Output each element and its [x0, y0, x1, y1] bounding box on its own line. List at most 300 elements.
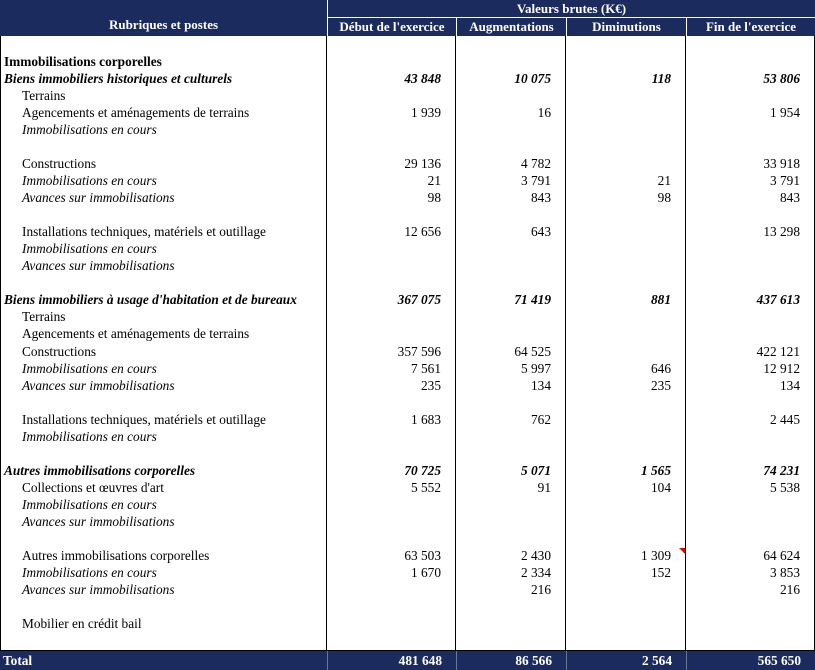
fin-exercice-cell: [686, 599, 814, 616]
diminutions-value: 118: [651, 70, 671, 86]
diminutions-cell: [566, 121, 686, 138]
blank-row: [1, 445, 814, 462]
augmentations-cell: [456, 53, 566, 70]
label-column-header-text: Rubriques et postes: [108, 17, 219, 32]
diminutions-cell: [566, 292, 686, 309]
diminutions-cell: [566, 496, 686, 513]
diminutions-value: 1 565: [641, 462, 671, 478]
diminutions-cell: [566, 616, 686, 633]
debut-exercice-cell: [327, 377, 456, 394]
augmentations-value: 2 430: [521, 548, 551, 564]
debut-exercice-cell: [327, 36, 456, 53]
table-row: [1, 155, 814, 172]
group-row: [1, 462, 814, 479]
row-label-text: Biens immobiliers historiques et culturels: [4, 70, 233, 86]
augmentations-cell: [456, 479, 566, 496]
debut-exercice-cell: [327, 207, 456, 224]
row-label: [1, 292, 327, 309]
fin-exercice-cell: [686, 360, 814, 377]
row-label: [1, 445, 327, 462]
augmentations-value: 2 334: [521, 565, 551, 581]
debut-exercice-value: 357 596: [397, 343, 441, 359]
diminutions-cell: [566, 633, 686, 650]
total-value: 86 566: [515, 652, 552, 668]
debut-exercice-cell: [327, 633, 456, 650]
row-label-text: Immobilisations en cours: [22, 172, 157, 188]
row-label: [1, 275, 327, 292]
diminutions-cell: [566, 514, 686, 531]
debut-exercice-cell: [327, 582, 456, 599]
augmentations-value: 762: [531, 411, 551, 427]
augmentations-cell: [456, 582, 566, 599]
fin-exercice-cell: [686, 565, 814, 582]
augmentations-cell: [456, 241, 566, 258]
total-fin-exercice-cell: [686, 651, 815, 670]
augmentations-cell: [456, 411, 566, 428]
debut-exercice-cell: [327, 70, 456, 87]
diminutions-cell: [566, 479, 686, 496]
row-label-text: Agencements et aménagements de terrains: [22, 326, 250, 342]
total-value: 481 648: [398, 652, 442, 668]
fin-exercice-cell: [686, 275, 814, 292]
debut-exercice-value: 12 656: [404, 224, 441, 240]
fin-exercice-cell: [686, 496, 814, 513]
debut-exercice-cell: [327, 155, 456, 172]
table-row: [1, 309, 814, 326]
debut-exercice-cell: [327, 138, 456, 155]
total-label: [0, 651, 327, 670]
blank-row: [1, 599, 814, 616]
debut-exercice-value: 43 848: [404, 70, 441, 86]
augmentations-cell: [456, 531, 566, 548]
group-row: [1, 292, 814, 309]
debut-exercice-cell: [327, 258, 456, 275]
augmentations-cell: [456, 138, 566, 155]
column-header-augmentations: [456, 18, 566, 36]
fin-exercice-cell: [686, 445, 814, 462]
row-label-text: Biens immobiliers à usage d'habitation et de bureaux: [4, 292, 297, 308]
table-row: [1, 565, 814, 582]
row-label: [1, 309, 327, 326]
debut-exercice-value: 63 503: [404, 548, 441, 564]
augmentations-value: 216: [531, 582, 551, 598]
debut-exercice-cell: [327, 292, 456, 309]
table-row: [1, 582, 814, 599]
debut-exercice-cell: [327, 531, 456, 548]
row-label: [1, 121, 327, 138]
table-row: [1, 428, 814, 445]
debut-exercice-value: 1 939: [411, 104, 441, 120]
total-value: 2 564: [642, 652, 672, 668]
fin-exercice-value: 12 912: [763, 360, 800, 376]
row-label-text: Immobilisations en cours: [22, 360, 157, 376]
table-row: [1, 343, 814, 360]
debut-exercice-cell: [327, 445, 456, 462]
table-row: [1, 224, 814, 241]
debut-exercice-value: 1 683: [411, 411, 441, 427]
table-row: [1, 514, 814, 531]
debut-exercice-cell: [327, 121, 456, 138]
augmentations-cell: [456, 70, 566, 87]
debut-exercice-cell: [327, 360, 456, 377]
debut-exercice-cell: [327, 87, 456, 104]
row-label-text: Immobilisations en cours: [22, 497, 157, 513]
fin-exercice-cell: [686, 155, 814, 172]
fin-exercice-value: 422 121: [756, 343, 800, 359]
column-header-text: Fin de l'exercice: [705, 19, 796, 34]
fin-exercice-cell: [686, 121, 814, 138]
debut-exercice-cell: [327, 104, 456, 121]
fin-exercice-cell: [686, 548, 814, 565]
debut-exercice-cell: [327, 565, 456, 582]
label-column-header: [0, 0, 327, 36]
diminutions-cell: [566, 582, 686, 599]
row-label: [1, 599, 327, 616]
diminutions-cell: [566, 275, 686, 292]
row-label-text: Collections et œuvres d'art: [22, 479, 164, 495]
row-label: [1, 36, 327, 53]
fin-exercice-value: 74 231: [763, 462, 800, 478]
debut-exercice-cell: [327, 241, 456, 258]
augmentations-cell: [456, 189, 566, 206]
augmentations-cell: [456, 87, 566, 104]
fin-exercice-value: 134: [780, 377, 800, 393]
diminutions-cell: [566, 531, 686, 548]
table-row: [1, 548, 814, 565]
column-header-diminutions: [566, 18, 686, 36]
fin-exercice-cell: [686, 411, 814, 428]
row-label: [1, 479, 327, 496]
augmentations-value: 3 791: [521, 172, 551, 188]
augmentations-cell: [456, 496, 566, 513]
group-row: [1, 70, 814, 87]
row-label-text: Constructions: [22, 343, 97, 359]
diminutions-cell: [566, 241, 686, 258]
debut-exercice-cell: [327, 411, 456, 428]
diminutions-cell: [566, 87, 686, 104]
row-label-text: Terrains: [22, 87, 66, 103]
debut-exercice-value: 235: [421, 377, 441, 393]
row-label-text: Immobilisations en cours: [22, 565, 157, 581]
table-row: [1, 241, 814, 258]
debut-exercice-value: 5 552: [411, 479, 441, 495]
debut-exercice-cell: [327, 172, 456, 189]
total-debut-exercice-cell: [327, 651, 456, 670]
fin-exercice-cell: [686, 582, 814, 599]
table-row: [1, 411, 814, 428]
diminutions-cell: [566, 172, 686, 189]
augmentations-cell: [456, 633, 566, 650]
augmentations-value: 5 071: [521, 462, 551, 478]
fin-exercice-cell: [686, 172, 814, 189]
augmentations-cell: [456, 207, 566, 224]
debut-exercice-cell: [327, 548, 456, 565]
augmentations-cell: [456, 309, 566, 326]
total-diminutions-cell: [566, 651, 686, 670]
total-row: [0, 651, 815, 670]
augmentations-cell: [456, 155, 566, 172]
diminutions-cell: [566, 70, 686, 87]
debut-exercice-value: 98: [427, 190, 441, 206]
table-row: [1, 189, 814, 206]
diminutions-cell: [566, 428, 686, 445]
row-label-text: Autres immobilisations corporelles: [4, 462, 196, 478]
row-label: [1, 224, 327, 241]
column-header-text: Diminutions: [592, 19, 661, 34]
table-body: [0, 36, 815, 651]
row-label: [1, 138, 327, 155]
augmentations-cell: [456, 292, 566, 309]
fin-exercice-cell: [686, 189, 814, 206]
debut-exercice-cell: [327, 343, 456, 360]
row-label: [1, 326, 327, 343]
row-label: [1, 258, 327, 275]
table-row: [1, 326, 814, 343]
row-label-text: Immobilisations corporelles: [4, 53, 162, 69]
debut-exercice-cell: [327, 428, 456, 445]
fin-exercice-cell: [686, 326, 814, 343]
row-label: [1, 189, 327, 206]
row-label: [1, 411, 327, 428]
fin-exercice-value: 13 298: [763, 224, 800, 240]
fin-exercice-value: 33 918: [763, 155, 800, 171]
table-row: [1, 616, 814, 633]
fin-exercice-value: 53 806: [763, 70, 800, 86]
augmentations-cell: [456, 121, 566, 138]
debut-exercice-cell: [327, 224, 456, 241]
comment-indicator[interactable]: [679, 548, 685, 554]
diminutions-value: 152: [651, 565, 671, 581]
total-augmentations-cell: [456, 651, 566, 670]
row-label-text: Immobilisations en cours: [22, 241, 157, 257]
debut-exercice-cell: [327, 326, 456, 343]
table-row: [1, 121, 814, 138]
diminutions-cell: [566, 138, 686, 155]
row-label: [1, 582, 327, 599]
augmentations-cell: [456, 104, 566, 121]
blank-row: [1, 138, 814, 155]
row-label: [1, 548, 327, 565]
diminutions-value: 881: [651, 292, 671, 308]
augmentations-value: 843: [531, 190, 551, 206]
row-label: [1, 394, 327, 411]
diminutions-cell: [566, 224, 686, 241]
blank-row: [1, 531, 814, 548]
fin-exercice-value: 843: [780, 190, 800, 206]
blank-row: [1, 207, 814, 224]
fin-exercice-value: 5 538: [770, 479, 800, 495]
augmentations-cell: [456, 275, 566, 292]
fin-exercice-cell: [686, 514, 814, 531]
blank-row: [1, 275, 814, 292]
blank-row: [1, 633, 814, 650]
row-label: [1, 496, 327, 513]
row-label-text: Autres immobilisations corporelles: [22, 548, 210, 564]
blank-row: [1, 394, 814, 411]
fin-exercice-value: 1 954: [770, 104, 800, 120]
augmentations-value: 4 782: [521, 155, 551, 171]
augmentations-cell: [456, 224, 566, 241]
row-label: [1, 70, 327, 87]
fin-exercice-value: 216: [780, 582, 800, 598]
fin-exercice-cell: [686, 224, 814, 241]
diminutions-cell: [566, 207, 686, 224]
fin-exercice-value: 64 624: [763, 548, 800, 564]
column-header-text: Début de l'exercice: [339, 19, 445, 34]
fin-exercice-cell: [686, 531, 814, 548]
row-label-text: Avances sur immobilisations: [22, 377, 175, 393]
augmentations-cell: [456, 445, 566, 462]
column-header-fin-exercice: [686, 18, 815, 36]
row-label: [1, 360, 327, 377]
diminutions-cell: [566, 36, 686, 53]
row-label-text: Mobilier en crédit bail: [22, 616, 142, 632]
fin-exercice-cell: [686, 104, 814, 121]
diminutions-cell: [566, 258, 686, 275]
row-label-text: Avances sur immobilisations: [22, 514, 175, 530]
row-label-text: Installations techniques, matériels et outillage: [22, 224, 266, 240]
row-label-text: Agencements et aménagements de terrains: [22, 104, 250, 120]
row-label-text: Installations techniques, matériels et outillage: [22, 411, 266, 427]
fin-exercice-cell: [686, 394, 814, 411]
table-row: [1, 258, 814, 275]
augmentations-cell: [456, 616, 566, 633]
debut-exercice-cell: [327, 616, 456, 633]
diminutions-cell: [566, 394, 686, 411]
fin-exercice-cell: [686, 616, 814, 633]
debut-exercice-cell: [327, 394, 456, 411]
fin-exercice-cell: [686, 309, 814, 326]
debut-exercice-value: 70 725: [404, 462, 441, 478]
fin-exercice-cell: [686, 87, 814, 104]
augmentations-value: 643: [531, 224, 551, 240]
debut-exercice-cell: [327, 462, 456, 479]
table-row: [1, 104, 814, 121]
fin-exercice-value: 2 445: [770, 411, 800, 427]
debut-exercice-value: 367 075: [397, 292, 441, 308]
row-label: [1, 87, 327, 104]
row-label-text: Terrains: [22, 309, 66, 325]
diminutions-value: 104: [651, 479, 671, 495]
fin-exercice-cell: [686, 241, 814, 258]
table-row: [1, 87, 814, 104]
augmentations-cell: [456, 565, 566, 582]
fin-exercice-cell: [686, 479, 814, 496]
diminutions-value: 235: [651, 377, 671, 393]
values-group-header-text: Valeurs brutes (K€): [516, 0, 627, 16]
column-header-text: Augmentations: [469, 19, 554, 34]
diminutions-cell: [566, 343, 686, 360]
debut-exercice-cell: [327, 599, 456, 616]
fin-exercice-cell: [686, 343, 814, 360]
diminutions-cell: [566, 189, 686, 206]
fin-exercice-value: 3 853: [770, 565, 800, 581]
augmentations-cell: [456, 258, 566, 275]
section-row: [1, 53, 814, 70]
row-label: [1, 428, 327, 445]
fin-exercice-cell: [686, 633, 814, 650]
row-label: [1, 155, 327, 172]
diminutions-value: 646: [651, 360, 671, 376]
augmentations-value: 71 419: [514, 292, 551, 308]
diminutions-cell: [566, 445, 686, 462]
row-label-text: Immobilisations en cours: [22, 428, 157, 444]
debut-exercice-value: 1 670: [411, 565, 441, 581]
fin-exercice-cell: [686, 292, 814, 309]
debut-exercice-cell: [327, 479, 456, 496]
fin-exercice-cell: [686, 462, 814, 479]
diminutions-cell: [566, 326, 686, 343]
fin-exercice-cell: [686, 53, 814, 70]
row-label: [1, 565, 327, 582]
diminutions-value: 21: [657, 172, 671, 188]
fin-exercice-cell: [686, 207, 814, 224]
augmentations-cell: [456, 548, 566, 565]
fin-exercice-value: 3 791: [770, 172, 800, 188]
table-row: [1, 172, 814, 189]
row-label-text: Avances sur immobilisations: [22, 258, 175, 274]
diminutions-cell: [566, 104, 686, 121]
row-label-text: Avances sur immobilisations: [22, 190, 175, 206]
diminutions-cell: [566, 377, 686, 394]
fin-exercice-cell: [686, 138, 814, 155]
augmentations-cell: [456, 428, 566, 445]
debut-exercice-cell: [327, 496, 456, 513]
row-label-text: Avances sur immobilisations: [22, 582, 175, 598]
fin-exercice-cell: [686, 377, 814, 394]
augmentations-cell: [456, 172, 566, 189]
row-label: [1, 241, 327, 258]
row-label: [1, 633, 327, 650]
debut-exercice-cell: [327, 189, 456, 206]
augmentations-value: 134: [531, 377, 551, 393]
fin-exercice-cell: [686, 70, 814, 87]
augmentations-cell: [456, 36, 566, 53]
augmentations-cell: [456, 343, 566, 360]
table-row: [1, 479, 814, 496]
debut-exercice-cell: [327, 309, 456, 326]
diminutions-cell: [566, 53, 686, 70]
fin-exercice-cell: [686, 428, 814, 445]
augmentations-cell: [456, 599, 566, 616]
diminutions-cell: [566, 599, 686, 616]
row-label: [1, 462, 327, 479]
augmentations-cell: [456, 360, 566, 377]
row-label: [1, 531, 327, 548]
diminutions-cell: [566, 411, 686, 428]
augmentations-cell: [456, 514, 566, 531]
row-label: [1, 207, 327, 224]
blank-row: [1, 36, 814, 53]
diminutions-cell: [566, 565, 686, 582]
fin-exercice-value: 437 613: [756, 292, 800, 308]
augmentations-value: 16: [537, 104, 551, 120]
augmentations-value: 10 075: [514, 70, 551, 86]
column-header-debut-exercice: [327, 18, 456, 36]
row-label: [1, 104, 327, 121]
debut-exercice-value: 7 561: [411, 360, 441, 376]
augmentations-cell: [456, 462, 566, 479]
diminutions-cell: [566, 548, 686, 565]
augmentations-value: 64 525: [514, 343, 551, 359]
debut-exercice-cell: [327, 53, 456, 70]
diminutions-cell: [566, 155, 686, 172]
fin-exercice-cell: [686, 258, 814, 275]
augmentations-cell: [456, 377, 566, 394]
table-row: [1, 377, 814, 394]
row-label: [1, 53, 327, 70]
table-header: [0, 0, 815, 36]
